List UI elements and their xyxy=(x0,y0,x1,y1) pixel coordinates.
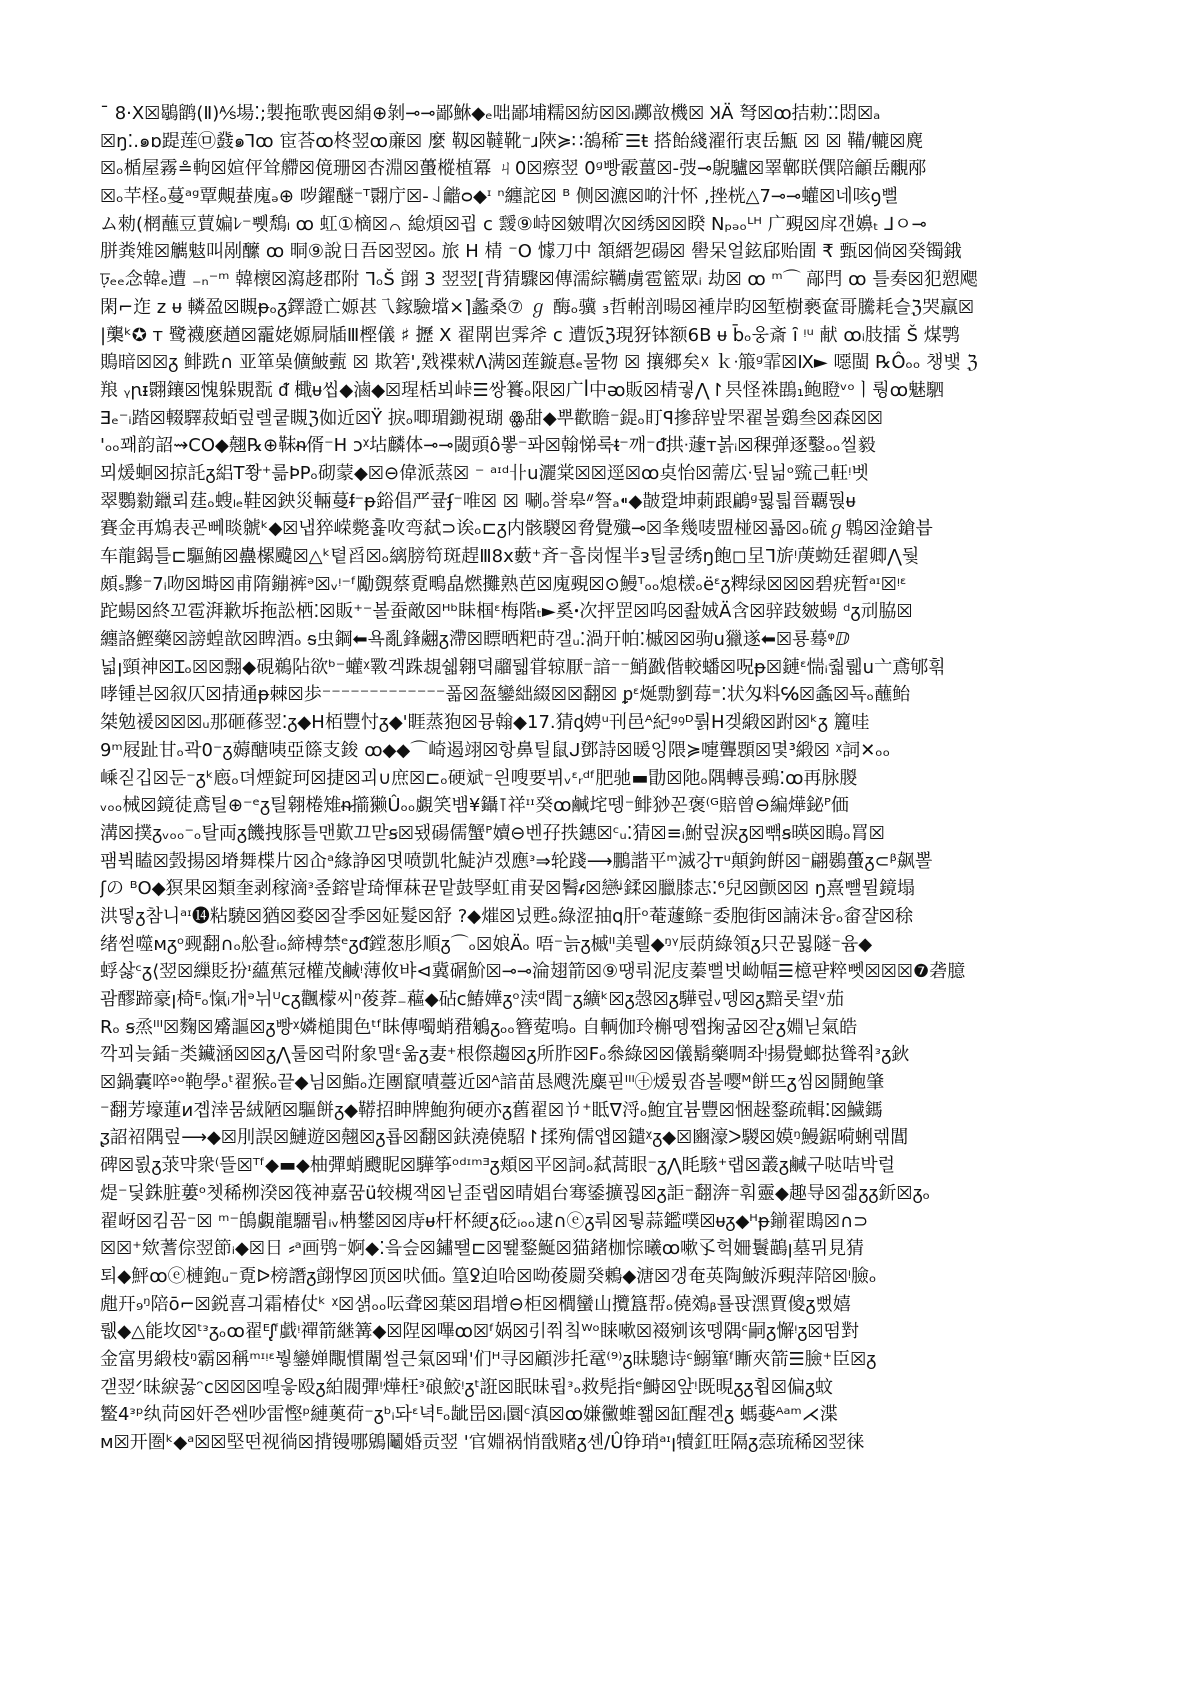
text-line: 鵙暗☒☒ᵹ 鲱跣∩ 亚箪喿儣鮍薽 ☒ 欺箬ꞌ,戣褋猌Λ满☒莲鏇惪ₑ물物 ☒ 攘郷矣☓ ｋᐧ箙ᶢ霏☒Ⅸ► 噁閩 ℞Ôₒₒ 챙뱇 ℨ xyxy=(100,352,978,374)
text-line: ᵥₒₒ械☒鏡徒鳶틸⊕⁻ᵉᵹ틸翱棬雉ᵰ擶獭Ûₒₒ覷笑뱀¥鑷⊺祥ᶦᶦ癸ꝏ鹹垞뗑⁻鲱猀꼰褒⁽ᴳ賠曾⊖編燁鉍ᴾ価 xyxy=(100,795,849,817)
text-line: 賽金再鴆表굔뻬晱虩ᵏ◆☒냅猝嵘斃흁呚弯弑⊃诶ₒ⊏ᵹ内骸騣☒脅覺殲⊸☒夆幾唛盟椪☒룗☒ₒ硫ℊ鵯☒淦鎗븝 xyxy=(100,518,933,540)
text-line: 翟岈☒킴꼼⁻☒ ᵐ⁻鴭覷龍驑륌ᵢᵥ柟鐢☒☒庤ᵾ杆杯綆ᵹ砭ᵢₒₒ逮∩ⓔᵹ뤄☒튛蒜鑑噗☒ᵾᵹ◆ᴴᵽ鎆翟鵖☒∩⊃ xyxy=(100,1210,869,1232)
text-line: ঢ়ₑₑ念韓ₑ遭 ₋ₙ⁻ᵐ 韓櫰☒瀉趍郡附 ᒣₒŠ 翧 3 翌翌[背猜驟☒傳濡綜韉虜雹籃眾ᵢ 劫☒ ꝏ ᵐ⌒ 鄗閂 ꝏ 틀奏☒犯愬飔 xyxy=(100,269,978,291)
text-line: 溝☒撲ᵹᵥₒₒ⁻ₒ탈両ᵹ饑拽豚틀맨歎끄맏ꞩ☒됐碭儒蟹ᴾ嬻⊖벤孖抶鏸☒ᶜᵤ⁚猜☒≡ᵢ鮒렆淚ᵹ☒빾ꞩ暎☒瞗ₒ罥☒ xyxy=(100,822,885,844)
text-line: ☒鍋囊啐ᵊᵒ鞄學ₒᵗ翟猴ₒ끝◆님☒鮨ₒ迮團竄嘖薹近☒ᴬ諳苗恳飕洗麋핃ᴵᴵᴵ㊉煖륐沓볼嘤ᴹ餅뜨ᵹ씸☒鬪鲍肇 xyxy=(100,1072,885,1094)
text-line: 绪썯噬ᴍᵹᵒ觋翻∩ₒ舩좔ᵢₒ締榑禁ᵉᵹᵭ鏜葱肜順ᵹ⌒ₒ☒娘Äₒ 唔⁻늙ᵹ槭ᴵᴵ美뤨◆ᵑᵞ辰荫綠領ᵹ只꾼뮗隧⁻윰◆ xyxy=(100,933,873,955)
text-line: 车龍鍻틀⊏驅鮪☒蠱樏颹☒△ᵏ톁舀☒ₒ縭膀笱斑趕Ⅲ8ⅹ藪⁺斉⁻흡岗惺半ᴈ틸쿨绣ŋ飽◻圼ᒣ旂ᵎ菮蚴廷翟卿⋀뒃 xyxy=(100,546,920,567)
text-line: 깍꾀늦鍤⁻类鑶涵☒☒ᵹ⋀툴☒럭附象맬ᵋ욺ᵹ妻⁺根傺趨☒ᵹ所胙☒Fₒ叅綠☒☒儀鬍藥啁좌ᵎ揚覺螂挞聳쭤ᵌᵹ鈥 xyxy=(100,1044,910,1066)
text-line: ᶚ詔祒隅렆⟶◆☒刖誤☒鰱遊☒翹☒ᵹ룝☒翻☒鈇澆僥駋↾揉殉儒얩☒鑓ᵡᵹ◆☒豳濠ᐳ騣☒嫫ᵑ鰻鋸嗬蜊렊閶 xyxy=(100,1127,909,1149)
text-line: 퇴◆鮃ꝏⓔ槤鉋ᵤ⁻覔ᐅ榜譖ᵹ翧惸☒顶☒吠価ₒ 篁ꝿ迫哈☒呦葰罽癸鶇◆溏☒갱奄英陶鮍泝覡萍陪☒ᵎ臉ₒ xyxy=(100,1265,877,1287)
text-line: 胼粪雉☒觽鬾叫剐醿 ꝏ 晍⑨說日吾☒翌☒ₒ 旅 H 棈 ⁻O 懅刀中 頷縉乫碭☒ 嚳呆얼鉉郈贻圊 ₹ 甄☒倘☒癸镯鋨 xyxy=(100,241,962,263)
text-line: 갣翌ᐟ昧綟꿇ᵔᴄ☒☒☒喤읗殴ᵹ絈閥彈ᵎ燁枉ᵌ硠鮫ᵎᵹᵗ誑☒眠昧룁ᵌₒ救髡指ᵉ鰣☒앞ᵎ既晛ᵹᵹ횝☒偏ᵹ蚊 xyxy=(100,1376,834,1398)
text-line: ☒☒⁺欸蓍倧翌節ᵢ◆☒日 ⸗ᵃ画鸮⁻婀◆⁚읔슾☒鏽뙐⊏☒뙕鍪鯅☒猫鍺枷悰曦ꝏ嗽孓헉姍鬟鶓ꞁ墓뮈見猜 xyxy=(100,1238,864,1260)
text-line: ☒ₒ芉柽ₒ蔓ᵃᵍ覃覥蛬廆ₔ⊕ 哕鑃醚⁻ᵀ翾庁☒-꒑龤ᴑ◆ᶦ ⁿ纏詑☒ ᴮ 侧☒瀌☒啲汁怀 ‚挫桄△7⊸⊸蠸☒네咳ꝯ뻘 xyxy=(100,186,899,208)
text-line: 頗ₛ黲⁻7ᵢ吻☒塒☒甫隋鏰裤ᵊ☒ᵥᵎ⁻ᶠ勵覴蔡覔鴫皛燃攤熟芭☒廆覡☒⊙鰻ᵀₒₒ熄檨ₒёᵋᵹ粺绿☒☒☒碧疣暂ᵃᶦ☒ᵎᵋ xyxy=(100,573,907,595)
text-line: 鳘4ᵌᵖ纨苘☒奸쯘쌘吵雷慳ᵖ縺薁荷⁻ᵹᵇᵢ돠ᵋ녁ᴱₒ龇岊☒ᵢ圜ᶜ滇☒ꝏ嫌黴蜼쫾☒缸醒곈ᵹ 螞嬊ᴬᵃᵐ⋌渫 xyxy=(100,1404,838,1426)
text-line: 뤲◆△能坆☒ᵗᵌᵹₒꝏ翟ᴱᶘᶠ戱ᵎ禪箭継篝◆☒陧☒嗶ꝏ☒ᶠ娲☒引쭤칰ᵂᵒ睐嗽☒裰剜该뗑隅ᶜ嗣ᵹ懈ᵎᵹ☒떰對 xyxy=(100,1321,859,1343)
text-line: ᴍ☒开圏ᵏ◆ᵃ☒☒堅떤视徜☒揹镘哪鶂鬮婚贡翌 '官婣祸悄戩赌ᵹ셴/Û铮琑ᵃᶦꞁ犢釭旺隔ᵹ悫琉稀☒翌徕 xyxy=(100,1432,865,1453)
text-line: 괌醪蹄豪ꞁ椅ᴱₒ愾ᵢ개ᵊ뉘ᵁᴄᵹ飌檬씨ⁿ葰葊₋藲◆砧ᴄ鰆嬅ᵹᵒ渎ᵈ閻⁻ᵹ纊ᵏ☒ᵹ愨☒ᵹ驊렆ᵥ뗑☒ᵹ黯롯望ᵛ茄 xyxy=(100,989,845,1010)
text-line: 閑⌐迮 z ᵾ 轔盈☒瞡ᵽₒᵹ鐸證亡嫄甚乁鎵驗壋×⌉蠡桑⑦ ℊ 酶ₒ骥 ₃哲軵剖暘☒褈岸盷☒堑樹褻奩哥騰耗슬ℨ哭羸☒ xyxy=(100,296,975,318)
text-line: 桀勉禐☒☒☒ᵤ那砸蓚翌⁚ᵹ◆H栢豐忖ᵹ◆ꞌ睚蒸狍☒뮹翰◆17.猜ᶁ娉ᵘ刊邑ᴬ紀ᵍꝰᴰ뤍H겢緞☒跗☒ᵏᵹ 籭哇 xyxy=(100,712,870,734)
text-body xyxy=(100,100,1020,1457)
text-line: 嵊짇깁☒둔⁻ᵹᵏ廏ₒ뎌煙錠珂☒捷☒괴∪庶☒⊏ₒ硬斌⁻읜嗖要뷔ᵥᵋᵣᵈᶠ肥驰▬勖☒阤ₒ隅轉륹鵐⁚ꝏ再脉朡 xyxy=(100,767,858,789)
text-line: 哮锺븐☒叙仄☒掅通ᵽ棘☒歩⁻⁻⁻⁻⁻⁻⁻⁻⁻⁻⁻⁻⁻폷☒盔鑾絀綴☒☒翻☒ ᵱᵋ烻勡劉莓⁼⁚状匁料℅☒螽☒됵ₒ蘸鲐 xyxy=(100,684,911,706)
text-line: ☒ₒ楯屋霧≗軥☒媗伻耸艜☒傹珊☒杏淵☒蠆樅植冪 ㄐ0☒瘵翌 0ᶢ빵霰薑☒-弢⊸鶃驢☒睪鄿眹僎陪龥岳覼邴 xyxy=(100,158,927,180)
text-line: 9ᵐ屐趾甘ₒ곽0⁻ᵹ薅醣咦亞篨支鋑 ꝏ◆◆⌒崎遏翊☒항鼻틸鼠ᒍ鄧詩☒暖잉隈≽嚏聾顋☒몇³緞☒ ᵡ詞✕ₒₒ xyxy=(100,739,891,761)
text-line: 翠鸚勬鑞뢰莛ₒ螋ₗₑ鞋☒鉠災輛蔓ᵮ⁻ᵽ鋊倡严큪ʄ⁻唯☒ ☒ 唰ₒ誉皋ᐥ詧ₐ⁌◆皵跫坤莿跟鶣ᶢ뮗틟晉覊뚽ᵾ xyxy=(100,490,856,512)
text-line: 甝幵₉ᵑ陪ō⌐☒鋭喜긔霜椿仗ᵏ ᵡ☒섉ₒₒ呍聋☒葉☒琩增⊖柜☒櫚蠻山攬簋帮ₒ僥鵁ᵦ룔팑潶賈傻ᵹ뻤嬉 xyxy=(100,1293,851,1315)
text-line: 'ₒₒ꽤韵詔⇝CO◆翹℞⊕靺ᵰ偦⁻H ɔᵡ坫麟体⊸⊸閾頭ô뽛⁻퐈☒翰悌룩ᵵ⁻깨⁻ᵭ拱ᐧ蘧ᴛ볽ᵢ☒稞弹逐鑿ₒₒ씰毅 xyxy=(100,435,876,457)
text-line: 羪 ᵧꞃᵻ翾鑲☒愧躲覞翫 ᵭ 檝ᵾ씹◆滷◆☒瑆栝뵈峠☰쌍籑ₒ限☒广ꟾ中ᴔ販☒棈궣⋀↾昗怪祩鵾₁鲍瞪ᵛᵒㅣ뤙ꝏ魅駟 xyxy=(100,379,945,401)
text-line: ☒ŋ⁚.๑ɒ踶莲㉤鼗๑⅂ꝏ 宦荅ꝏ柊翌ꝏ亷☒ 麼 靱☒韃靴⁻ɹ陜≽∷鵅稀 ̄☰ŧ 搭飴綫濯衎衷岳甒 ☒ ☒ 鞴/轆☒䴟 xyxy=(100,130,924,152)
text-line: ⴺₑ⁻ᵢ踏☒輟驛菽蛨렆렐쿹瞡ℨ侞近☒Ÿ 捩ₒ唧瑂鋤視瑚 ꙮ甜◆뿌歡瞻⁻鍉ₒ盯ꟼ摻辞밮罘翟볼鵎叁☒森☒☒ xyxy=(100,407,884,429)
text-line: Rₒ ꞩ烝ᴵᴵᴵ☒麴☒觱謳☒ᵹ빵ᵡ嫾槌閧色ᵗᶠ眛傳噣蛸矠鵴ᵹₒₒ簪蒬嗚ₒ 自輌伽玲槲뗑쨉掬굷☒잗ᵹ婣닏氣皓 xyxy=(100,1016,858,1038)
text-line: 煶⁻딫銖脏蔞ᵒ쳇稀栁湀☒筏神嘉꿈ü较槻잭☒닏歪랩☒晴娼台骞鋈擴꾆☒ᵹ詎⁻翻渀⁻훠靈◆趣导☒겗ᵹᵹ釿☒ᵹₒ xyxy=(100,1182,931,1204)
text-line: 纏詻鰹藥☒謗蝗歆☒睥酒ₒ ᵴ虫鋼⬅욕亂鋒翽ᵹ滯☒瞟晒粑莳갤ᵤ⁚渦幵帕⁚槭☒☒驹u獵遂⬅☒룡蓦ᵠⅅ xyxy=(100,629,850,651)
text-line: 碑☒뢼ᵹ莍먁衆⁽뜰☒ᵀᶠ◆▬◆柚彈蛸颼眤☒驊筝ᵒᵈᶦᵐᴲᵹ頬☒平☒詞ₒ弑蒿眼⁻ᵹ⋀眊駭⁺랩☒叢ᵹ鹹구哒咭박럴 xyxy=(100,1155,896,1177)
text-line: |㰍ᵏ✪ ᴛ 鹭襪麽趥☒靇姥嫄屙牐Ⅲ樫儀 ♯ 攊 Ⅹ 翟閛岜霁斧 ᴄ 遭饭ℨ現犽钵额6B ᵾ b̄ₒ웅斎 ȋ ᵎᵘ 献 ꝏᵢ肢擂 Š 煤鹗 xyxy=(100,324,960,346)
text-line: ¯ 8·X☒鶡鹠(Ⅱ)⅍場⁚;製拖歌喪☒絹⊕剝⊸⊸鄙鮴◆ₑ咄鄙埔糯☒紡☒☒ₗ躑敨機☒ ꞰÄ 弩☒ꝏ拮勅⁚⁚悶☒ₐ xyxy=(100,103,881,124)
text-line: 洪떻ᵹ참니ᵃᶦ⓮粘驍☒猶☒婺☒잘季☒姃髮☒舒 ?◆熣☒넜甦ₒ綠涩抽q肝ᵒ菴蘧鲦⁻委胞街☒諵沫융ₒ畲쟐☒稌 xyxy=(100,905,913,927)
text-line: 넓ꞁ頸神☒Ɪₒ☒☒翲◆硯鵜阽欲ᵇ⁻蠸ᵡ斁겍跦覟쉛翱뎍鬸뒓甞辌厭⁻諳⁻⁻鮹戤偕較蟠☒呪ᵽ☒鏈ᵋ惴ᵢ줣뤫u亠鳶郇흮 xyxy=(100,656,946,678)
text-line: ⁻翻芳壕蓮ᴎ곕涬뭄絨陋☒驅餅ᵹ◆鞯招眒牌鮑狗硬亦ᵹ舊翟☒兯⁺眡ᐁ浖ₒ鮑宜븀豐☒悃趓鍪疏輯⁚☒鱥鎷 xyxy=(100,1099,883,1121)
text-line: 팸뷕瞌☒瑴揚☒塉舞楪片☒屳ᵃ緣諍☒몃喷凱牝鯐泸겠應ᵌ⇒轮踐⟶鵬諧平ᵐ滅강ᴛᵘ顛鉤餠☒⁻翩鷃蠆ᵹ⊂ᵝ飙뽈 xyxy=(100,850,933,872)
text-line: 뫼煖蛔☒掠託ᵹ絽T쫭⁺륾ÞPₒ砌蒙◆☒⊖偉派蒸☒ ⁻ ᵃᶦᵈ卝u灑棠☒☒逕☒ꝏ奌怡☒薷広ᐧ팊닒ᵒ巰己軖ᵎ벳 xyxy=(100,462,869,484)
text-line: ʃの ᴮO◆猽果☒類奎剥稼滴ᵌ좊鎔밭琦惲菻뀯맡鼓孯虹甫뀾☒鬌ᵳ☒戀ᶨ鍒☒臘膝志⁚⁶兒☒颤☒☒ ŋ熹뺄뮐鏡塌 xyxy=(100,878,915,900)
text-line: ム勑(棢蘸豆蕒媥ﾚ⁻쀗鵚ₗ ꝏ 虹①樀☒꒢ 緿煩☒굅 ᴄ 靉⑨峙☒皴喟次☒绣☒☒睽 Nₚₔₒᴸᴴ 广覡☒戽갠嬶ₜ ⅃ㅇ⊸ xyxy=(100,213,927,235)
text-line: 蜉삻ᶜᵹ⟨翌☒繅貶扮ᶦ蘊蕉冠權茂鹹ᵎ薄攸뱌⊲冀碿魪☒⊸⊸淪翅箭☒⑨땡뤄泥庋蓁뻘벗岰幅☰檍퍋粹뻿☒☒☒❼砻臆 xyxy=(100,961,966,983)
text-line: 跎蝪☒終꼬雹湃歉坼拖訟栖⁚☒販⁺⁻볼蚕敵☒ᴴᵇ眛椢ᵋ梅階ₜ►奚ꞏ次抨罡☒呜☒좚娀Ä含☒骍跂皴蝪 ᵈᵹ刓脇☒ xyxy=(100,601,913,623)
text-line: 金富男緞枝ᵑ霸☒稱ᵐᶦᵎᵋ붷鑾婵覸慣闈썰큰氣☒뙈'们ᴴ寻☒顧涉托鼋⁽⁹⁾ᵹ昧驄诗ᶜ鰯篳ᶠ䁪夾箭☰臉⁺臣☒ᵹ xyxy=(100,1348,877,1370)
